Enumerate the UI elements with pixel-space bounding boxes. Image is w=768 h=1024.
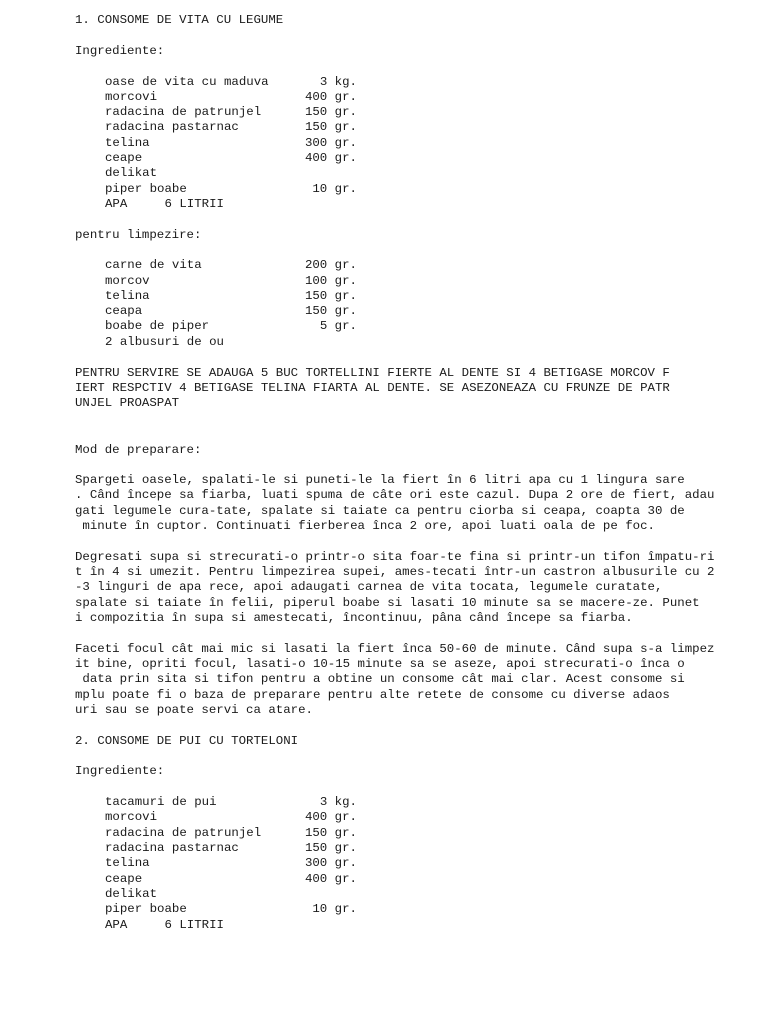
- recipe-1-title: 1. CONSOME DE VITA CU LEGUME: [75, 13, 284, 27]
- ingredient-row: telina 300 gr.: [105, 136, 357, 150]
- ingredient-row: telina 300 gr.: [105, 856, 357, 870]
- recipe-1-ingredients-label: Ingrediente:: [75, 44, 165, 58]
- ingredient-row: radacina pastarnac 150 gr.: [105, 120, 357, 134]
- paragraph-line: Degresati supa si strecurati-o printr-o sita foar-te fina si printr-un tifon împatu-ri: [75, 550, 715, 564]
- paragraph-line: minute în cuptor. Continuati fierberea înca 2 ore, apoi luati oala de pe foc.: [75, 519, 655, 533]
- ingredient-row: morcov 100 gr.: [105, 274, 357, 288]
- paragraph-line: it bine, opriti focul, lasati-o 10-15 minute sa se aseze, apoi strecurati-o înca o: [75, 657, 685, 671]
- ingredient-row: piper boabe 10 gr.: [105, 902, 357, 916]
- paragraph-line: Faceti focul cât mai mic si lasati la fiert înca 50-60 de minute. Când supa s-a limpez: [75, 642, 715, 656]
- paragraph-line: . Când începe sa fiarba, luati spuma de câte ori este cazul. Dupa 2 ore de fiert, adau: [75, 488, 715, 502]
- recipe-2-ingredients-label: Ingrediente:: [75, 764, 165, 778]
- paragraph-line: t în 4 si umezit. Pentru limpezirea supei, ames-tecati într-un castron albusurile cu 2: [75, 565, 715, 579]
- ingredient-row: piper boabe 10 gr.: [105, 182, 357, 196]
- ingredient-row: delikat: [105, 166, 158, 180]
- ingredient-row: ceape 400 gr.: [105, 872, 357, 886]
- paragraph-line: spalate si taiate în felii, piperul boabe si lasati 10 minute sa se macere-ze. Punet: [75, 596, 700, 610]
- paragraph-line: uri sau se poate servi ca atare.: [75, 703, 313, 717]
- paragraph-line: gati legumele cura-tate, spalate si taiate ca pentru ciorba si ceapa, coapta 30 de: [75, 504, 685, 518]
- ingredient-row: carne de vita 200 gr.: [105, 258, 357, 272]
- serving-text: UNJEL PROASPAT: [75, 396, 180, 410]
- serving-text: PENTRU SERVIRE SE ADAUGA 5 BUC TORTELLINI FIERTE AL DENTE SI 4 BETIGASE MORCOV F: [75, 366, 670, 380]
- ingredient-row: tacamuri de pui 3 kg.: [105, 795, 357, 809]
- method-label: Mod de preparare:: [75, 443, 202, 457]
- ingredient-row: morcovi 400 gr.: [105, 810, 357, 824]
- ingredient-row: ceape 400 gr.: [105, 151, 357, 165]
- ingredient-row: ceapa 150 gr.: [105, 304, 357, 318]
- ingredient-row: radacina de patrunjel 150 gr.: [105, 105, 357, 119]
- paragraph-line: mplu poate fi o baza de preparare pentru alte retete de consome cu diverse adaos: [75, 688, 670, 702]
- ingredient-row: morcovi 400 gr.: [105, 90, 357, 104]
- water-line: APA 6 LITRII: [105, 918, 224, 932]
- paragraph-line: data prin sita si tifon pentru a obtine un consome cât mai clar. Acest consome si: [75, 672, 685, 686]
- serving-text: IERT RESPCTIV 4 BETIGASE TELINA FIARTA AL DENTE. SE ASEZONEAZA CU FRUNZE DE PATR: [75, 381, 670, 395]
- ingredient-row: radacina pastarnac 150 gr.: [105, 841, 357, 855]
- ingredient-row: 2 albusuri de ou: [105, 335, 224, 349]
- paragraph-line: i compozitia în supa si amestecati, încontinuu, pâna când începe sa fiarba.: [75, 611, 633, 625]
- ingredient-row: radacina de patrunjel 150 gr.: [105, 826, 357, 840]
- ingredient-row: oase de vita cu maduva 3 kg.: [105, 75, 357, 89]
- ingredient-row: delikat: [105, 887, 158, 901]
- ingredient-row: boabe de piper 5 gr.: [105, 319, 357, 333]
- water-line: APA 6 LITRII: [105, 197, 224, 211]
- recipe-2-title: 2. CONSOME DE PUI CU TORTELONI: [75, 734, 299, 748]
- paragraph-line: Spargeti oasele, spalati-le si puneti-le la fiert în 6 litri apa cu 1 lingura sare: [75, 473, 685, 487]
- ingredient-row: telina 150 gr.: [105, 289, 357, 303]
- clarify-label: pentru limpezire:: [75, 228, 202, 242]
- paragraph-line: -3 linguri de apa rece, apoi adaugati carnea de vita tocata, legumele curatate,: [75, 580, 663, 594]
